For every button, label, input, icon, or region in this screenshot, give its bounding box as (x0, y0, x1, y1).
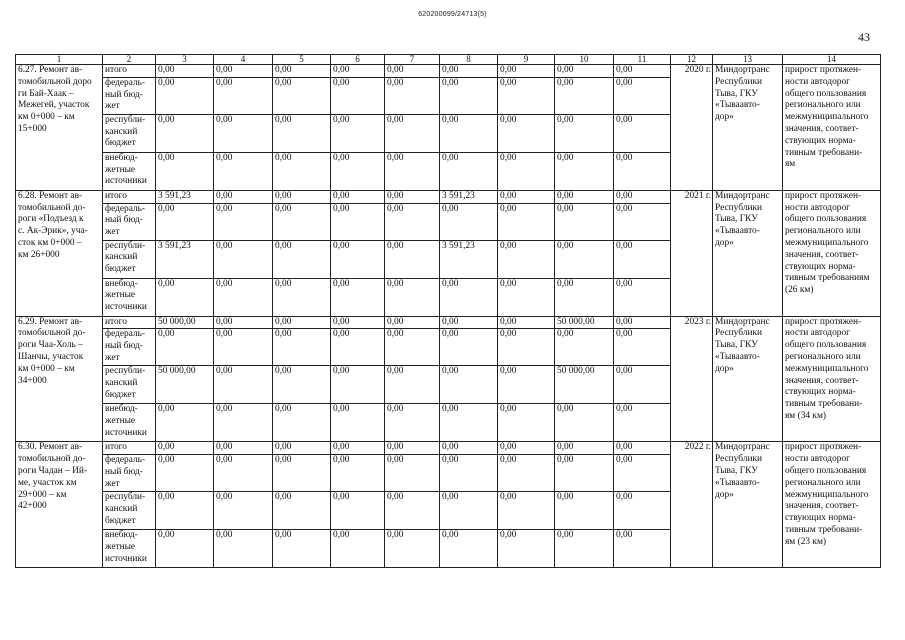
amount-cell: 0,00 (614, 77, 671, 114)
amount-cell: 0,00 (555, 492, 614, 530)
amount-cell: 0,00 (156, 203, 214, 240)
amount-cell: 0,00 (214, 329, 273, 366)
amount-cell: 0,00 (614, 152, 671, 190)
amount-cell: 0,00 (614, 203, 671, 240)
object-name-cell: 6.30. Ремонт ав- томобильной до- роги Чадан – Ий- ме, участок км 29+000 – км 42+000 (16, 442, 103, 568)
year-cell: 2023 г. (671, 316, 713, 442)
amount-cell: 0,00 (385, 114, 440, 152)
amount-cell: 0,00 (614, 530, 671, 568)
amount-cell: 0,00 (555, 442, 614, 455)
amount-cell: 0,00 (331, 492, 385, 530)
amount-cell: 0,00 (498, 152, 555, 190)
amount-cell: 0,00 (614, 240, 671, 278)
year-cell: 2022 г. (671, 442, 713, 568)
amount-cell: 0,00 (385, 203, 440, 240)
amount-cell: 0,00 (331, 203, 385, 240)
funding-source-cell: итого (103, 190, 156, 203)
funding-source-cell: внебюд- жетные источники (103, 278, 156, 316)
amount-cell: 0,00 (156, 329, 214, 366)
amount-cell: 0,00 (214, 203, 273, 240)
amount-cell: 0,00 (273, 329, 331, 366)
amount-cell: 0,00 (555, 203, 614, 240)
amount-cell: 0,00 (440, 530, 498, 568)
column-number: 5 (273, 55, 331, 65)
amount-cell: 0,00 (273, 190, 331, 203)
table-body (16, 55, 881, 568)
funding-source-cell: федераль- ный бюд- жет (103, 77, 156, 114)
funding-source-cell: внебюд- жетные источники (103, 530, 156, 568)
amount-cell: 0,00 (498, 455, 555, 492)
amount-cell: 3 591,23 (440, 240, 498, 278)
amount-cell: 0,00 (614, 455, 671, 492)
document-code: 620200099/24713(5) (418, 11, 487, 18)
column-number: 4 (214, 55, 273, 65)
funding-source-cell: итого (103, 442, 156, 455)
amount-cell: 0,00 (214, 366, 273, 404)
amount-cell: 0,00 (614, 65, 671, 78)
amount-cell: 0,00 (156, 278, 214, 316)
funding-source-cell: итого (103, 65, 156, 78)
amount-cell: 0,00 (214, 455, 273, 492)
amount-cell: 0,00 (555, 404, 614, 442)
column-number: 3 (156, 55, 214, 65)
table-row (16, 442, 881, 455)
amount-cell: 0,00 (440, 65, 498, 78)
funding-source-cell: республи- канский бюджет (103, 492, 156, 530)
object-name-cell: 6.27. Ремонт ав- томобильной доро ги Бай-Хаак – Межегей, участок км 0+000 – км 15+000 (16, 65, 103, 191)
amount-cell: 0,00 (614, 278, 671, 316)
amount-cell: 0,00 (385, 152, 440, 190)
object-name-cell: 6.28. Ремонт ав- томобильной до- роги «Подъезд к с. Ак-Эрик», уча- сток км 0+000 – км 26+000 (16, 190, 103, 316)
amount-cell: 50 000,00 (555, 366, 614, 404)
amount-cell: 0,00 (555, 455, 614, 492)
column-number: 6 (331, 55, 385, 65)
amount-cell: 3 591,23 (156, 240, 214, 278)
amount-cell: 0,00 (331, 442, 385, 455)
amount-cell: 0,00 (555, 114, 614, 152)
result-cell: прирост протяжен- ности автодорог общего пользования регионального или межмуниципального значения, соответ- ствующих норма- тивным требовани- ям (34 км) (783, 316, 881, 442)
executor-cell: Миндортранс Республики Тыва, ГКУ «Тываавто- дор» (713, 65, 783, 191)
amount-cell: 0,00 (498, 530, 555, 568)
amount-cell: 0,00 (331, 77, 385, 114)
table-row (16, 190, 881, 203)
amount-cell: 0,00 (214, 114, 273, 152)
amount-cell: 0,00 (614, 329, 671, 366)
funding-source-cell: внебюд- жетные источники (103, 404, 156, 442)
amount-cell: 0,00 (273, 366, 331, 404)
table-row (16, 65, 881, 78)
amount-cell: 0,00 (214, 190, 273, 203)
page-number: 43 (858, 30, 870, 44)
amount-cell: 0,00 (385, 404, 440, 442)
amount-cell: 0,00 (440, 203, 498, 240)
amount-cell: 0,00 (214, 442, 273, 455)
amount-cell: 0,00 (614, 366, 671, 404)
amount-cell: 0,00 (273, 65, 331, 78)
amount-cell: 0,00 (498, 366, 555, 404)
amount-cell: 0,00 (331, 240, 385, 278)
result-cell: прирост протяжен- ности автодорог общего пользования регионального или межмуниципального значения, соответ- ствующих норма- тивным требованиям (26 км) (783, 190, 881, 316)
amount-cell: 0,00 (614, 316, 671, 329)
amount-cell: 0,00 (440, 316, 498, 329)
amount-cell: 0,00 (214, 316, 273, 329)
amount-cell: 0,00 (555, 65, 614, 78)
amount-cell: 0,00 (440, 114, 498, 152)
amount-cell: 0,00 (385, 190, 440, 203)
amount-cell: 0,00 (273, 114, 331, 152)
amount-cell: 0,00 (498, 240, 555, 278)
amount-cell: 0,00 (385, 455, 440, 492)
amount-cell: 0,00 (331, 329, 385, 366)
amount-cell: 0,00 (156, 442, 214, 455)
amount-cell: 0,00 (331, 190, 385, 203)
amount-cell: 0,00 (214, 530, 273, 568)
column-number: 8 (440, 55, 498, 65)
amount-cell: 0,00 (331, 455, 385, 492)
column-number: 10 (555, 55, 614, 65)
amount-cell: 0,00 (331, 278, 385, 316)
amount-cell: 0,00 (440, 77, 498, 114)
amount-cell: 0,00 (498, 404, 555, 442)
amount-cell: 0,00 (498, 77, 555, 114)
executor-cell: Миндортранс Республики Тыва, ГКУ «Тываавто- дор» (713, 442, 783, 568)
amount-cell: 0,00 (273, 278, 331, 316)
amount-cell: 0,00 (498, 442, 555, 455)
budget-table (15, 54, 881, 568)
amount-cell: 0,00 (440, 329, 498, 366)
amount-cell: 0,00 (214, 65, 273, 78)
result-cell: прирост протяжен- ности автодорог общего пользования регионального или межмуниципального значения, соответ- ствующих норма- тивным требовани- ям (23 км) (783, 442, 881, 568)
year-cell: 2020 г. (671, 65, 713, 191)
column-number: 2 (103, 55, 156, 65)
amount-cell: 0,00 (614, 442, 671, 455)
amount-cell: 0,00 (273, 203, 331, 240)
amount-cell: 0,00 (385, 442, 440, 455)
amount-cell: 0,00 (440, 442, 498, 455)
object-name-cell: 6.29. Ремонт ав- томобильной до- роги Чаа-Холь – Шанчы, участок км 0+000 – км 34+000 (16, 316, 103, 442)
amount-cell: 0,00 (614, 404, 671, 442)
amount-cell: 0,00 (385, 492, 440, 530)
amount-cell: 3 591,23 (156, 190, 214, 203)
amount-cell: 0,00 (555, 530, 614, 568)
amount-cell: 3 591,23 (440, 190, 498, 203)
amount-cell: 0,00 (614, 114, 671, 152)
amount-cell: 0,00 (156, 77, 214, 114)
amount-cell: 0,00 (156, 152, 214, 190)
amount-cell: 0,00 (498, 492, 555, 530)
column-number: 13 (713, 55, 783, 65)
amount-cell: 0,00 (156, 65, 214, 78)
table-row (16, 316, 881, 329)
column-number: 7 (385, 55, 440, 65)
funding-source-cell: республи- канский бюджет (103, 114, 156, 152)
amount-cell: 50 000,00 (156, 366, 214, 404)
amount-cell: 0,00 (214, 77, 273, 114)
amount-cell: 0,00 (331, 65, 385, 78)
amount-cell: 0,00 (440, 152, 498, 190)
funding-source-cell: внебюд- жетные источники (103, 152, 156, 190)
amount-cell: 0,00 (555, 278, 614, 316)
amount-cell: 0,00 (498, 114, 555, 152)
amount-cell: 0,00 (273, 316, 331, 329)
column-number: 12 (671, 55, 713, 65)
amount-cell: 0,00 (498, 190, 555, 203)
amount-cell: 0,00 (156, 492, 214, 530)
amount-cell: 0,00 (385, 77, 440, 114)
amount-cell: 0,00 (385, 329, 440, 366)
amount-cell: 0,00 (214, 492, 273, 530)
amount-cell: 0,00 (385, 65, 440, 78)
amount-cell: 0,00 (440, 278, 498, 316)
column-number: 1 (16, 55, 103, 65)
amount-cell: 0,00 (214, 152, 273, 190)
amount-cell: 0,00 (385, 278, 440, 316)
funding-source-cell: федераль- ный бюд- жет (103, 329, 156, 366)
amount-cell: 0,00 (156, 455, 214, 492)
amount-cell: 0,00 (214, 404, 273, 442)
amount-cell: 0,00 (331, 114, 385, 152)
amount-cell: 0,00 (440, 366, 498, 404)
amount-cell: 0,00 (614, 492, 671, 530)
funding-source-cell: федераль- ный бюд- жет (103, 455, 156, 492)
funding-source-cell: итого (103, 316, 156, 329)
amount-cell: 0,00 (273, 442, 331, 455)
column-number-row (16, 55, 881, 65)
amount-cell: 0,00 (555, 190, 614, 203)
amount-cell: 0,00 (331, 404, 385, 442)
amount-cell: 0,00 (498, 316, 555, 329)
amount-cell: 0,00 (385, 530, 440, 568)
amount-cell: 0,00 (385, 366, 440, 404)
amount-cell: 0,00 (385, 316, 440, 329)
amount-cell: 0,00 (273, 404, 331, 442)
amount-cell: 0,00 (273, 530, 331, 568)
amount-cell: 0,00 (273, 455, 331, 492)
amount-cell: 0,00 (440, 455, 498, 492)
column-number: 14 (783, 55, 881, 65)
amount-cell: 0,00 (555, 240, 614, 278)
column-number: 11 (614, 55, 671, 65)
amount-cell: 0,00 (440, 404, 498, 442)
column-number: 9 (498, 55, 555, 65)
amount-cell: 0,00 (156, 114, 214, 152)
amount-cell: 0,00 (555, 77, 614, 114)
amount-cell: 0,00 (331, 152, 385, 190)
amount-cell: 0,00 (331, 316, 385, 329)
funding-source-cell: республи- канский бюджет (103, 240, 156, 278)
amount-cell: 0,00 (385, 240, 440, 278)
year-cell: 2021 г. (671, 190, 713, 316)
amount-cell: 0,00 (331, 530, 385, 568)
amount-cell: 0,00 (614, 190, 671, 203)
amount-cell: 0,00 (273, 152, 331, 190)
amount-cell: 0,00 (331, 366, 385, 404)
result-cell: прирост протяжен- ности автодорог общего пользования регионального или межмуниципального значения, соответ- ствующих норма- тивным требовани- ям (783, 65, 881, 191)
amount-cell: 0,00 (498, 329, 555, 366)
amount-cell: 0,00 (555, 152, 614, 190)
amount-cell: 0,00 (498, 278, 555, 316)
amount-cell: 50 000,00 (555, 316, 614, 329)
amount-cell: 0,00 (273, 492, 331, 530)
amount-cell: 0,00 (273, 77, 331, 114)
funding-source-cell: республи- канский бюджет (103, 366, 156, 404)
amount-cell: 0,00 (555, 329, 614, 366)
amount-cell: 0,00 (214, 278, 273, 316)
amount-cell: 50 000,00 (156, 316, 214, 329)
amount-cell: 0,00 (156, 530, 214, 568)
funding-source-cell: федераль- ный бюд- жет (103, 203, 156, 240)
amount-cell: 0,00 (498, 203, 555, 240)
amount-cell: 0,00 (498, 65, 555, 78)
executor-cell: Миндортранс Республики Тыва, ГКУ «Тываавто- дор» (713, 190, 783, 316)
amount-cell: 0,00 (440, 492, 498, 530)
amount-cell: 0,00 (214, 240, 273, 278)
amount-cell: 0,00 (273, 240, 331, 278)
executor-cell: Миндортранс Республики Тыва, ГКУ «Тываавто- дор» (713, 316, 783, 442)
amount-cell: 0,00 (156, 404, 214, 442)
